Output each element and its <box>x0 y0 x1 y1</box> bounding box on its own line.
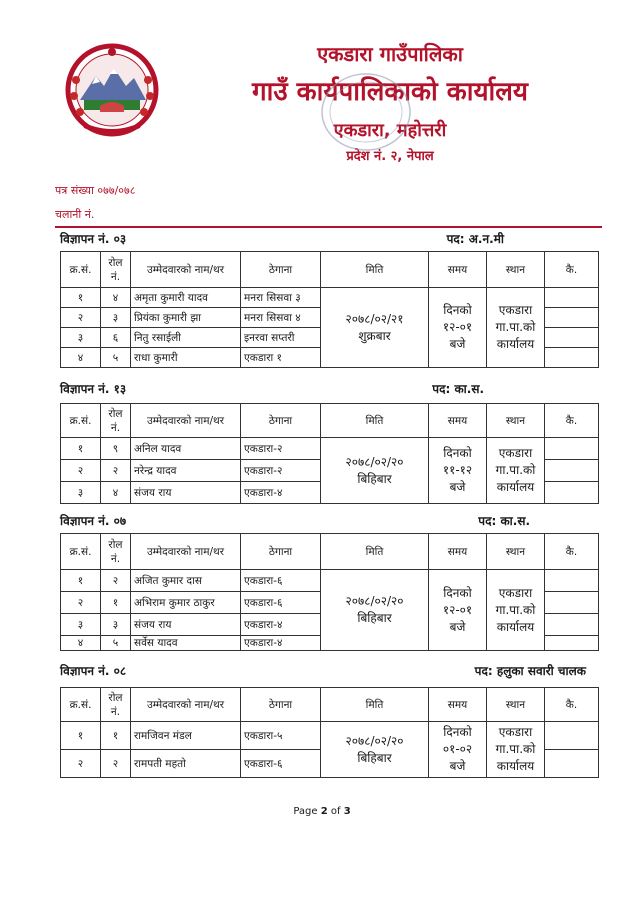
time-suffix: बजे <box>449 337 466 351</box>
letter-number: पत्र संख्या ०७७/०७८ <box>55 184 136 197</box>
col-address: ठेगाना <box>241 252 321 288</box>
cell-address: एकडारा-६ <box>241 750 321 778</box>
section-heading <box>60 230 600 246</box>
col-sn: क्र.सं. <box>61 404 101 438</box>
col-date: मिति <box>321 252 429 288</box>
cell-address: इनरवा सप्तरी <box>241 328 321 348</box>
table-header-row <box>61 534 599 570</box>
cell-roll: १ <box>101 592 131 614</box>
page-prefix: Page <box>293 806 318 817</box>
cell-roll: ५ <box>101 636 131 651</box>
cell-date <box>321 570 429 651</box>
place-line3: कार्यालय <box>496 759 535 773</box>
cell-address: एकडारा-२ <box>241 460 321 482</box>
cell-remarks <box>545 348 599 368</box>
cell-roll: २ <box>101 750 131 778</box>
cell-remarks <box>545 614 599 636</box>
time-range: ०१-०२ <box>442 742 473 756</box>
page-of: of <box>330 806 341 817</box>
col-name: उम्मेदवारको नाम/थर <box>131 688 241 722</box>
col-date: मिति <box>321 688 429 722</box>
place-line1: एकडारा <box>498 725 533 739</box>
cell-name: रामजिवन मंडल <box>131 722 241 750</box>
cell-time <box>429 722 487 778</box>
cell-name: अभिराम कुमार ठाकुर <box>131 592 241 614</box>
place-line3: कार्यालय <box>496 619 535 634</box>
cell-name: रामपती महतो <box>131 750 241 778</box>
cell-name: नितु रसाईली <box>131 328 241 348</box>
cell-roll: ३ <box>101 308 131 328</box>
cell-time <box>429 288 487 368</box>
post-name: पद: का.स. <box>432 382 484 396</box>
cell-name: अनिल यादव <box>131 438 241 460</box>
cell-name: अमृता कुमारी यादव <box>131 288 241 308</box>
table-header-row <box>61 688 599 722</box>
section-heading <box>60 512 600 528</box>
col-name: उम्मेदवारको नाम/थर <box>131 534 241 570</box>
cell-remarks <box>545 288 599 308</box>
col-sn: क्र.सं. <box>61 688 101 722</box>
province-line: प्रदेश नं. २, नेपाल <box>346 149 434 164</box>
cell-sn: १ <box>61 288 101 308</box>
col-place: स्थान <box>487 534 545 570</box>
page-number <box>0 806 644 817</box>
time-suffix: बजे <box>449 759 466 773</box>
weekday-value: बिहिबार <box>357 471 392 486</box>
candidate-table <box>60 251 599 368</box>
cell-date <box>321 438 429 504</box>
cell-sn: ३ <box>61 328 101 348</box>
cell-remarks <box>545 570 599 592</box>
dispatch-number: चलानी नं. <box>55 208 95 221</box>
header-divider <box>55 226 602 228</box>
place-line3: कार्यालय <box>496 337 535 351</box>
cell-roll: ६ <box>101 328 131 348</box>
vigyapan-number: विज्ञापन नं. ०७ <box>60 514 127 528</box>
cell-address: एकडारा १ <box>241 348 321 368</box>
col-sn: क्र.सं. <box>61 534 101 570</box>
cell-roll: ४ <box>101 288 131 308</box>
date-value: २०७८/०२/२० <box>345 594 404 608</box>
time-range: १२-०१ <box>442 602 473 617</box>
place-line1: एकडारा <box>498 585 533 600</box>
cell-name: सर्वेस यादव <box>131 636 241 651</box>
time-word: दिनको <box>443 303 472 317</box>
cell-place <box>487 722 545 778</box>
col-roll: रोल नं. <box>101 534 131 570</box>
col-remarks: कै. <box>545 688 599 722</box>
cell-time <box>429 438 487 504</box>
cell-name: राधा कुमारी <box>131 348 241 368</box>
office-address: एकडारा, महोत्तरी <box>333 120 447 141</box>
cell-name: संजय राय <box>131 614 241 636</box>
cell-place <box>487 288 545 368</box>
col-address: ठेगाना <box>241 688 321 722</box>
cell-roll: २ <box>101 570 131 592</box>
cell-remarks <box>545 328 599 348</box>
table-row <box>61 722 599 750</box>
cell-remarks <box>545 636 599 651</box>
place-line1: एकडारा <box>498 446 533 460</box>
weekday-value: बिहिबार <box>357 750 392 765</box>
post-name: पद: का.स. <box>478 514 530 528</box>
col-time: समय <box>429 404 487 438</box>
cell-name: संजय राय <box>131 482 241 504</box>
cell-sn: १ <box>61 570 101 592</box>
cell-sn: ४ <box>61 636 101 651</box>
time-range: १२-०१ <box>442 320 473 334</box>
cell-address: एकडारा-६ <box>241 592 321 614</box>
place-line2: गा.पा.को <box>495 602 536 617</box>
government-emblem-icon <box>62 40 162 138</box>
weekday-value: शुक्रबार <box>358 328 391 343</box>
weekday-value: बिहिबार <box>357 611 392 625</box>
date-value: २०७८/०२/२० <box>345 733 404 748</box>
place-line2: गा.पा.को <box>495 463 536 477</box>
col-remarks: कै. <box>545 534 599 570</box>
col-remarks: कै. <box>545 252 599 288</box>
time-range: ११-१२ <box>442 463 473 477</box>
cell-remarks <box>545 592 599 614</box>
cell-address: एकडारा-४ <box>241 636 321 651</box>
cell-roll: २ <box>101 460 131 482</box>
cell-remarks <box>545 308 599 328</box>
date-value: २०७८/०२/२१ <box>345 311 404 326</box>
candidate-table <box>60 403 599 504</box>
col-roll: रोल नं. <box>101 688 131 722</box>
cell-roll: ९ <box>101 438 131 460</box>
cell-sn: २ <box>61 308 101 328</box>
table-header-row <box>61 404 599 438</box>
time-word: दिनको <box>443 725 472 739</box>
post-name: पद: हलुका सवारी चालक <box>474 664 586 678</box>
cell-name: प्रियंका कुमारी झा <box>131 308 241 328</box>
post-name: पद: अ.न.मी <box>446 232 504 246</box>
table-row <box>61 288 599 308</box>
date-value: २०७८/०२/२० <box>345 454 404 469</box>
col-sn: क्र.सं. <box>61 252 101 288</box>
cell-sn: २ <box>61 592 101 614</box>
time-word: दिनको <box>443 446 472 460</box>
place-line1: एकडारा <box>498 303 533 317</box>
col-address: ठेगाना <box>241 534 321 570</box>
col-place: स्थान <box>487 688 545 722</box>
cell-address: एकडारा-५ <box>241 722 321 750</box>
col-place: स्थान <box>487 252 545 288</box>
candidate-table <box>60 687 599 778</box>
col-place: स्थान <box>487 404 545 438</box>
cell-time <box>429 570 487 651</box>
col-roll: रोल नं. <box>101 404 131 438</box>
time-suffix: बजे <box>449 480 466 494</box>
municipality-name: एकडारा गाउँपालिका <box>317 42 463 66</box>
vigyapan-number: विज्ञापन नं. १३ <box>60 382 127 396</box>
table-row <box>61 570 599 592</box>
col-date: मिति <box>321 404 429 438</box>
vigyapan-number: विज्ञापन नं. ०३ <box>60 232 127 246</box>
table-header-row <box>61 252 599 288</box>
cell-address: मनरा सिसवा ३ <box>241 288 321 308</box>
candidate-table <box>60 533 599 651</box>
col-roll: रोल नं. <box>101 252 131 288</box>
cell-address: एकडारा-४ <box>241 482 321 504</box>
place-line2: गा.पा.को <box>495 320 536 334</box>
cell-roll: ३ <box>101 614 131 636</box>
cell-date <box>321 722 429 778</box>
cell-sn: ३ <box>61 482 101 504</box>
cell-name: अजित कुमार दास <box>131 570 241 592</box>
table-row <box>61 438 599 460</box>
col-name: उम्मेदवारको नाम/थर <box>131 252 241 288</box>
col-date: मिति <box>321 534 429 570</box>
office-seal-icon <box>318 70 414 154</box>
cell-name: नरेन्द्र यादव <box>131 460 241 482</box>
cell-sn: १ <box>61 438 101 460</box>
col-time: समय <box>429 252 487 288</box>
cell-sn: १ <box>61 722 101 750</box>
cell-sn: ४ <box>61 348 101 368</box>
section-heading <box>60 380 600 396</box>
cell-remarks <box>545 460 599 482</box>
time-suffix: बजे <box>449 619 466 634</box>
page-current: 2 <box>320 806 328 817</box>
time-word: दिनको <box>443 585 472 600</box>
col-name: उम्मेदवारको नाम/थर <box>131 404 241 438</box>
col-time: समय <box>429 688 487 722</box>
cell-address: एकडारा-४ <box>241 614 321 636</box>
cell-date <box>321 288 429 368</box>
cell-roll: १ <box>101 722 131 750</box>
cell-roll: ५ <box>101 348 131 368</box>
place-line2: गा.पा.को <box>495 742 536 756</box>
vigyapan-number: विज्ञापन नं. ०८ <box>60 664 127 678</box>
col-remarks: कै. <box>545 404 599 438</box>
cell-remarks <box>545 750 599 778</box>
cell-remarks <box>545 438 599 460</box>
section-heading <box>60 662 600 678</box>
cell-sn: ३ <box>61 614 101 636</box>
place-line3: कार्यालय <box>496 480 535 494</box>
page-total: 3 <box>343 806 351 817</box>
cell-address: मनरा सिसवा ४ <box>241 308 321 328</box>
cell-sn: २ <box>61 750 101 778</box>
cell-place <box>487 438 545 504</box>
cell-remarks <box>545 482 599 504</box>
col-time: समय <box>429 534 487 570</box>
col-address: ठेगाना <box>241 404 321 438</box>
cell-place <box>487 570 545 651</box>
cell-address: एकडारा-२ <box>241 438 321 460</box>
cell-roll: ४ <box>101 482 131 504</box>
office-name: गाउँ कार्यपालिकाको कार्यालय <box>252 77 528 107</box>
cell-address: एकडारा-६ <box>241 570 321 592</box>
cell-sn: २ <box>61 460 101 482</box>
cell-remarks <box>545 722 599 750</box>
